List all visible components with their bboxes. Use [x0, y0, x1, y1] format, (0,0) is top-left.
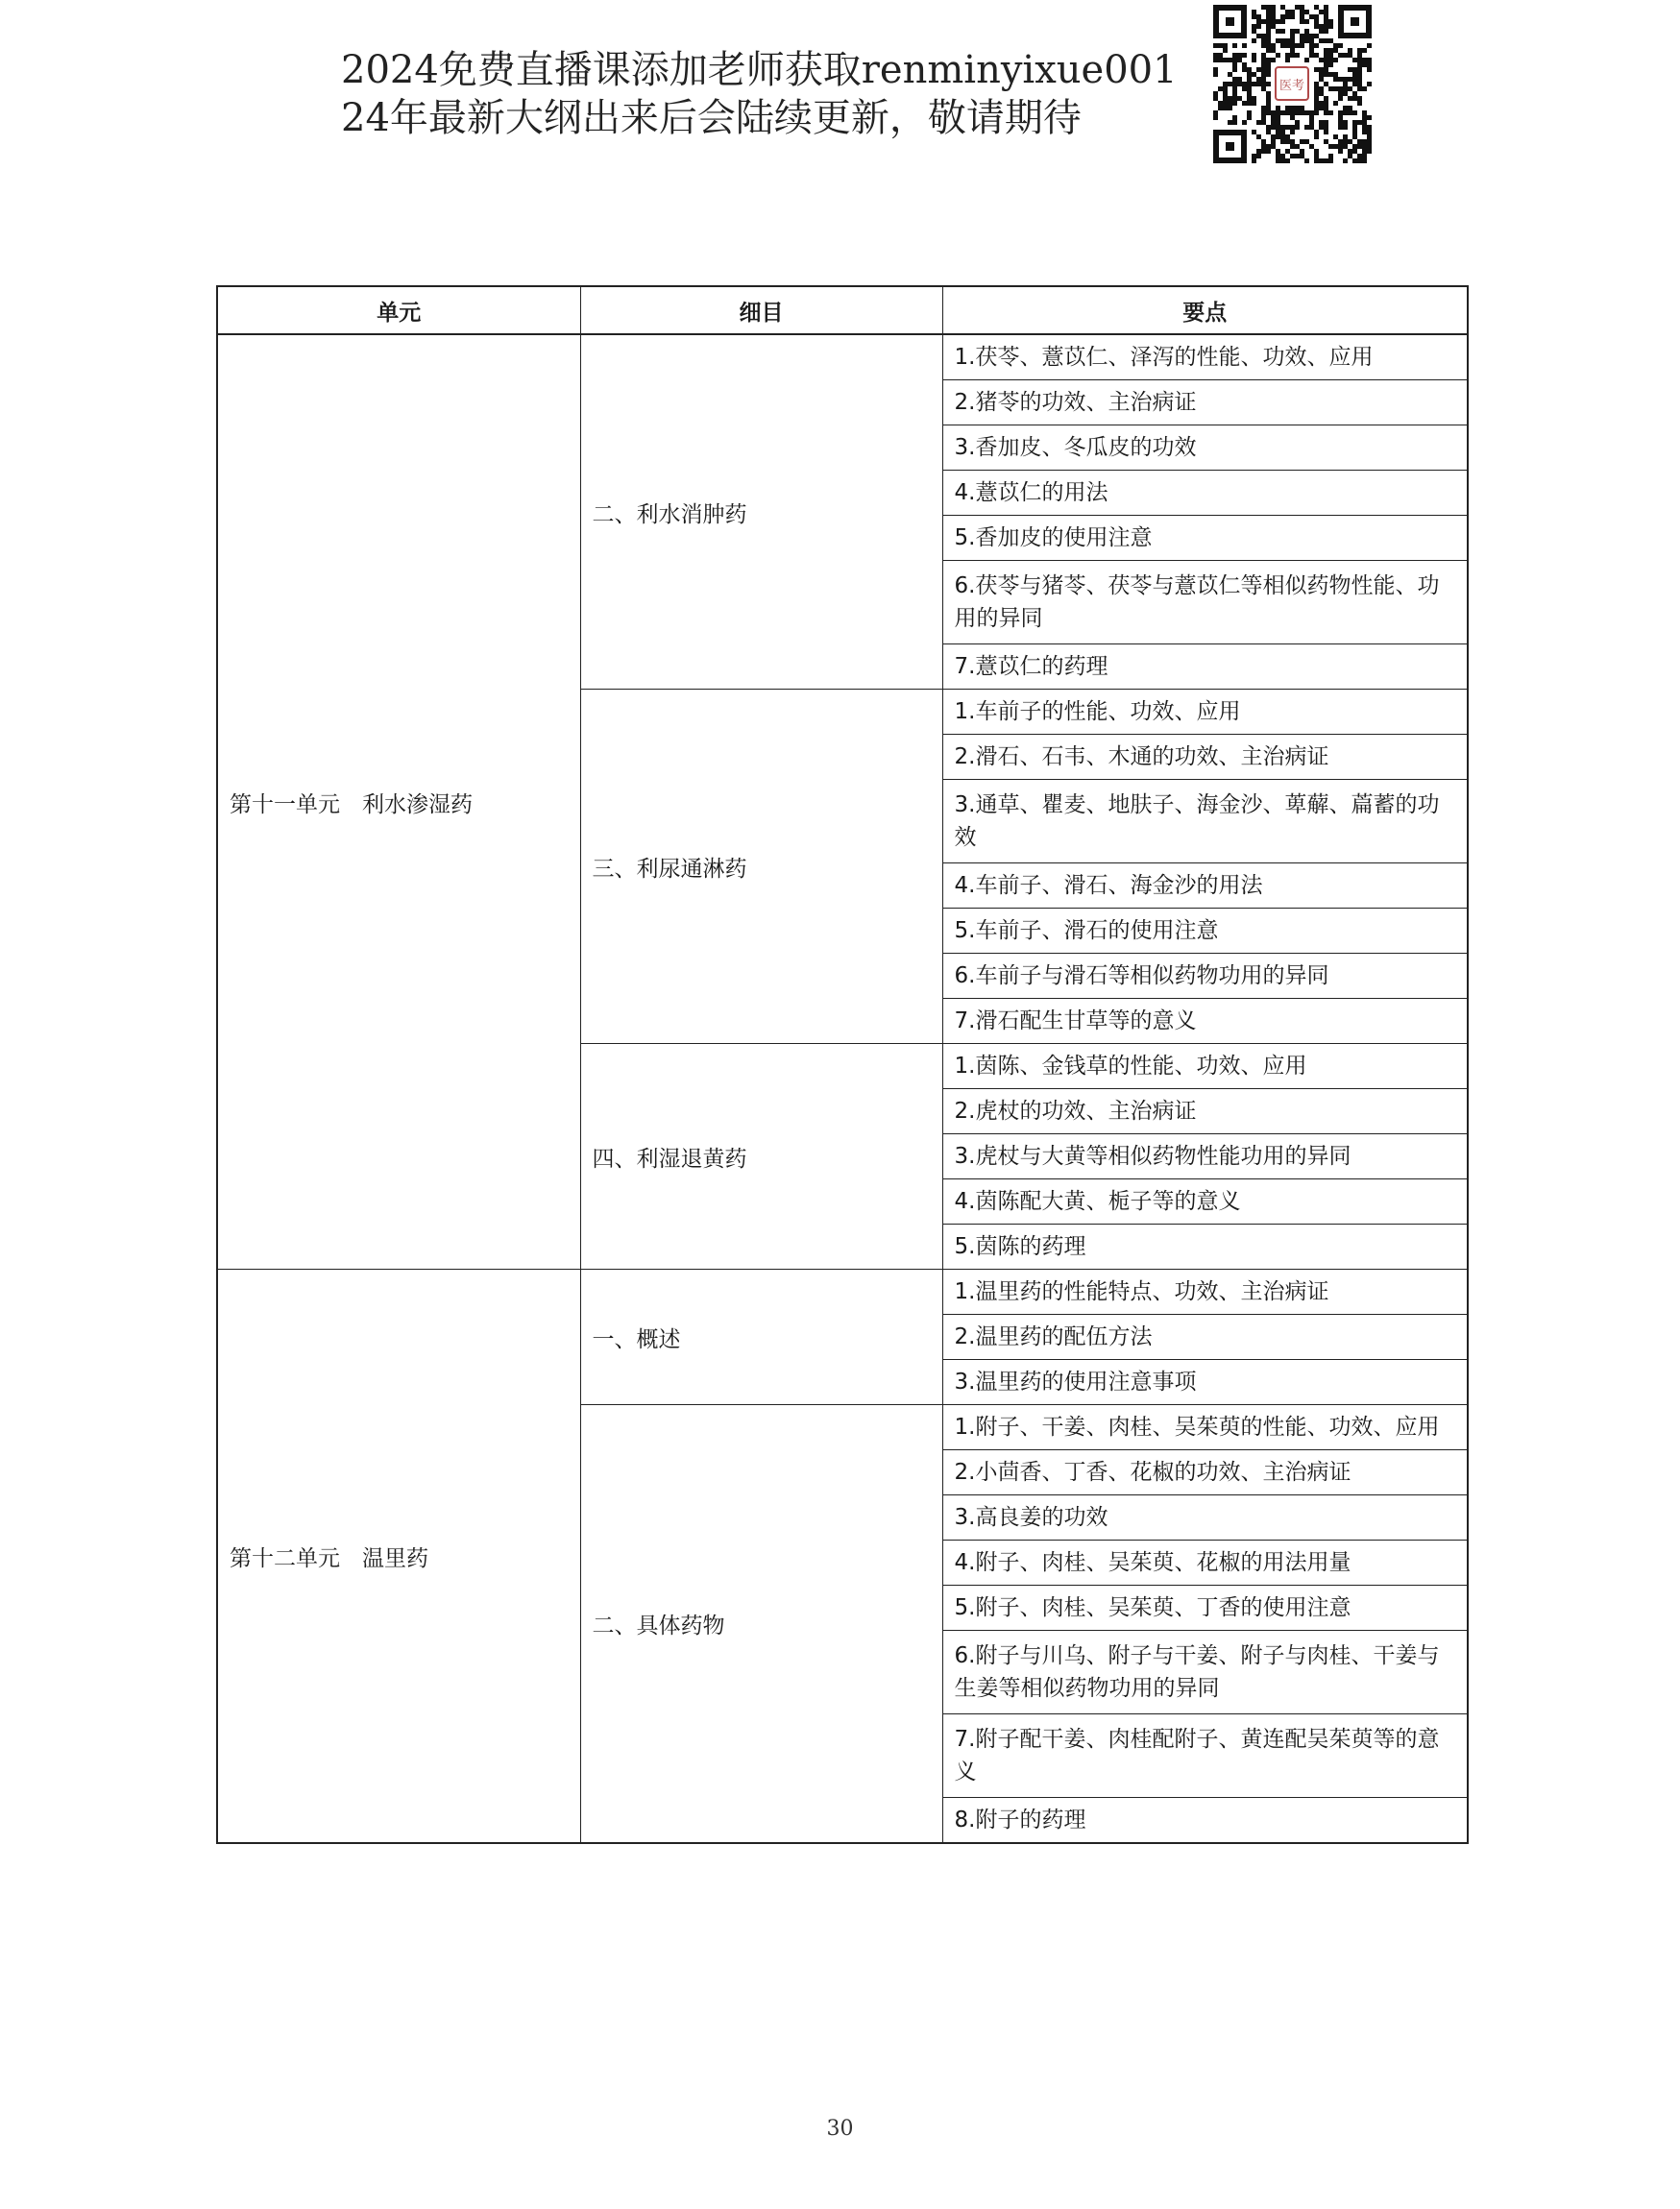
unit-cell: 第十二单元 温里药	[217, 1270, 580, 1844]
page-number: 30	[826, 2117, 854, 2141]
qr-module	[1324, 130, 1328, 134]
qr-module	[1367, 115, 1372, 120]
key-point-cell: 3.香加皮、冬瓜皮的功效	[942, 425, 1468, 471]
qr-module	[1266, 82, 1271, 86]
qr-module	[1314, 110, 1319, 115]
qr-module	[1242, 43, 1247, 48]
qr-module	[1280, 19, 1285, 24]
qr-module	[1328, 62, 1333, 67]
key-point-cell: 5.茵陈的药理	[942, 1225, 1468, 1270]
key-point-cell: 2.虎杖的功效、主治病证	[942, 1089, 1468, 1134]
qr-module	[1367, 82, 1372, 86]
qr-module	[1362, 158, 1367, 163]
table-header-row	[217, 286, 1468, 334]
qr-finder-top-right	[1338, 5, 1372, 38]
qr-module	[1223, 48, 1228, 53]
qr-module	[1232, 67, 1237, 72]
header-key-points: 要点	[942, 286, 1468, 334]
qr-module	[1276, 53, 1280, 58]
key-point-cell: 5.车前子、滑石的使用注意	[942, 909, 1468, 954]
qr-module	[1328, 110, 1333, 115]
qr-module	[1343, 158, 1348, 163]
qr-module	[1271, 58, 1276, 62]
key-point-cell: 1.附子、干姜、肉桂、吴茱萸的性能、功效、应用	[942, 1405, 1468, 1450]
qr-module	[1314, 43, 1319, 48]
key-point-cell: 3.虎杖与大黄等相似药物性能功用的异同	[942, 1134, 1468, 1179]
qr-module	[1256, 24, 1261, 29]
qr-module	[1232, 43, 1237, 48]
key-point-cell: 1.茵陈、金钱草的性能、功效、应用	[942, 1044, 1468, 1089]
header-unit: 单元	[217, 286, 580, 334]
qr-module	[1252, 101, 1256, 106]
key-point-cell: 8.附子的药理	[942, 1798, 1468, 1844]
key-point-cell: 2.滑石、石韦、木通的功效、主治病证	[942, 735, 1468, 780]
qr-module	[1280, 29, 1285, 34]
qr-module	[1252, 158, 1256, 163]
qr-finder-top-left	[1213, 5, 1247, 38]
qr-module	[1333, 58, 1338, 62]
qr-module	[1232, 101, 1237, 106]
qr-module	[1228, 106, 1232, 110]
key-point-cell: 1.车前子的性能、功效、应用	[942, 690, 1468, 735]
key-point-cell: 5.附子、肉桂、吴茱萸、丁香的使用注意	[942, 1586, 1468, 1631]
qr-module	[1367, 43, 1372, 48]
qr-module	[1266, 149, 1271, 154]
qr-module	[1295, 125, 1300, 130]
key-point-cell: 3.温里药的使用注意事项	[942, 1360, 1468, 1405]
qr-module	[1328, 158, 1333, 163]
qr-module	[1362, 86, 1367, 91]
qr-module	[1285, 158, 1290, 163]
item-cell: 二、具体药物	[580, 1405, 942, 1844]
qr-module	[1324, 29, 1328, 34]
qr-module	[1285, 58, 1290, 62]
qr-module	[1304, 19, 1309, 24]
promo-line-2: 24年最新大纲出来后会陆续更新，敬请期待	[341, 96, 1082, 140]
qr-module	[1295, 53, 1300, 58]
qr-module	[1252, 58, 1256, 62]
qr-module	[1256, 154, 1261, 158]
qr-module	[1242, 120, 1247, 125]
item-cell: 二、利水消肿药	[580, 334, 942, 690]
key-point-cell: 4.茵陈配大黄、栀子等的意义	[942, 1179, 1468, 1225]
qr-module	[1357, 101, 1362, 106]
qr-module	[1266, 72, 1271, 77]
qr-module	[1362, 48, 1367, 53]
promo-line-1: 2024免费直播课添加老师获取renminyixue001	[341, 48, 1178, 92]
key-point-cell: 4.车前子、滑石、海金沙的用法	[942, 863, 1468, 909]
key-point-cell: 1.温里药的性能特点、功效、主治病证	[942, 1270, 1468, 1315]
qr-module	[1367, 67, 1372, 72]
qr-module	[1343, 125, 1348, 130]
qr-module	[1333, 101, 1338, 106]
qr-code-image	[1213, 5, 1372, 163]
qr-module	[1352, 110, 1357, 115]
key-point-cell: 1.茯苓、薏苡仁、泽泻的性能、功效、应用	[942, 334, 1468, 380]
key-point-cell: 5.香加皮的使用注意	[942, 516, 1468, 561]
qr-module	[1338, 149, 1343, 154]
qr-module	[1367, 149, 1372, 154]
key-point-cell: 3.通草、瞿麦、地肤子、海金沙、萆薢、萹蓄的功效	[942, 780, 1468, 863]
table-row	[217, 334, 1468, 380]
item-cell: 一、概述	[580, 1270, 942, 1405]
key-point-cell: 6.茯苓与猪苓、茯苓与薏苡仁等相似药物性能、功用的异同	[942, 561, 1468, 644]
qr-module	[1338, 96, 1343, 101]
item-cell: 四、利湿退黄药	[580, 1044, 942, 1270]
qr-module	[1338, 43, 1343, 48]
qr-module	[1304, 58, 1309, 62]
qr-module	[1300, 43, 1304, 48]
qr-module	[1290, 130, 1295, 134]
key-point-cell: 6.车前子与滑石等相似药物功用的异同	[942, 954, 1468, 999]
key-point-cell: 2.小茴香、丁香、花椒的功效、主治病证	[942, 1450, 1468, 1495]
qr-finder-bottom-left	[1213, 130, 1247, 163]
table-row	[217, 1270, 1468, 1315]
promo-header	[341, 46, 1178, 142]
qr-module	[1304, 158, 1309, 163]
header-item: 细目	[580, 286, 942, 334]
key-point-cell: 7.薏苡仁的药理	[942, 644, 1468, 690]
key-point-cell: 2.猪苓的功效、主治病证	[942, 380, 1468, 425]
key-point-cell: 7.附子配干姜、肉桂配附子、黄连配吴茱萸等的意义	[942, 1714, 1468, 1798]
qr-module	[1232, 120, 1237, 125]
unit-cell: 第十一单元 利水渗湿药	[217, 334, 580, 1270]
key-point-cell: 2.温里药的配伍方法	[942, 1315, 1468, 1360]
qr-module	[1252, 38, 1256, 43]
qr-logo: 医考	[1275, 66, 1309, 101]
key-point-cell: 3.高良姜的功效	[942, 1495, 1468, 1541]
syllabus-table	[216, 285, 1469, 1844]
qr-module	[1328, 24, 1333, 29]
item-cell: 三、利尿通淋药	[580, 690, 942, 1044]
qr-module	[1213, 72, 1218, 77]
key-point-cell: 4.附子、肉桂、吴茱萸、花椒的用法用量	[942, 1541, 1468, 1586]
qr-module	[1314, 134, 1319, 139]
qr-module	[1247, 115, 1252, 120]
key-point-cell: 6.附子与川乌、附子与干姜、附子与肉桂、干姜与生姜等相似药物功用的异同	[942, 1631, 1468, 1714]
qr-module	[1213, 115, 1218, 120]
key-point-cell: 4.薏苡仁的用法	[942, 471, 1468, 516]
key-point-cell: 7.滑石配生甘草等的意义	[942, 999, 1468, 1044]
qr-module	[1242, 53, 1247, 58]
qr-module	[1290, 14, 1295, 19]
